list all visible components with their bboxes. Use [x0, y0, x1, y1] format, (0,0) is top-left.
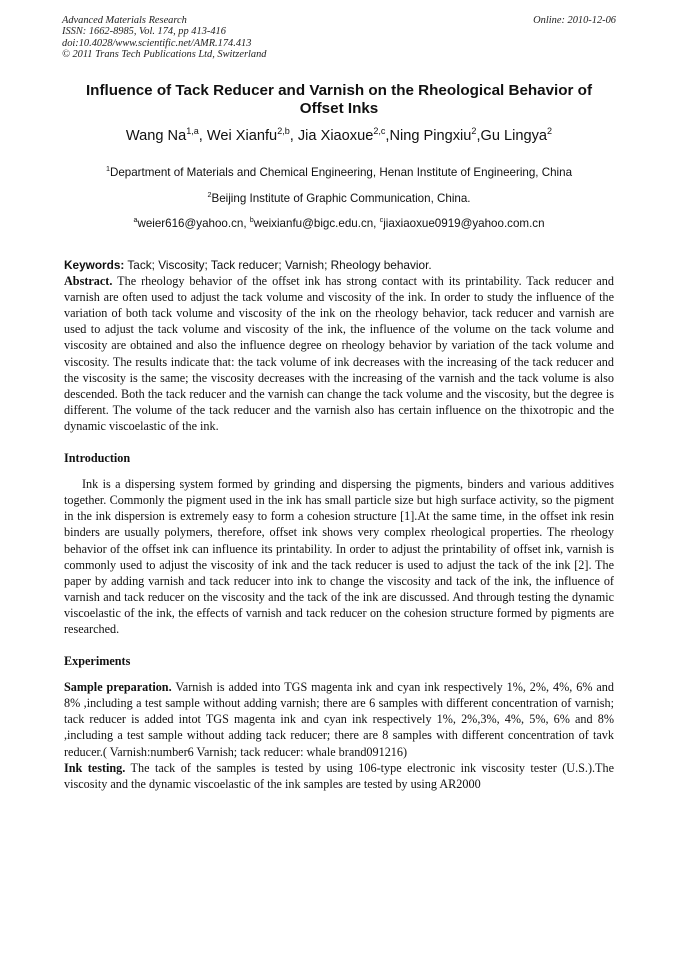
email-line: [62, 217, 616, 230]
abstract: [64, 273, 614, 434]
copyright-line: © 2011 Trans Tech Publications Ltd, Switzerland: [62, 49, 267, 61]
email-address: weier616@yahoo.cn,: [137, 217, 250, 230]
abstract-text: The rheology behavior of the offset ink has strong contact with its printability. Tack reducer and varnish are often used to adjust the tack volume and viscosity of the ink. In order to study the influence of the variation of both tack volume and viscosity of the ink on the rheology behavior, tack reducer and varnish are used to adjust the tack volume and viscosity of the ink, the influence of the volume on the tack volume and viscosity are obtained and also the influence degree on rheology behavior by variation of the tack volume and viscosity. The results indicate that: the tack volume of ink decreases with the increasing of the tack reducer and the viscosity is the same; the viscosity decreases with the increasing of the varnish and the tack volume is also descended. Both the tack reducer and the varnish can change the tack volume and the viscosity, but the degree is different. The volume of the tack reducer and the varnish also has certain influence on the thixotropic and the dynamic viscoelastic of the ink.: [64, 274, 614, 433]
author-name: ,Ning Pingxiu: [385, 128, 472, 144]
affiliation-sup: 2: [207, 190, 212, 200]
online-date: Online: 2010-12-06: [533, 15, 616, 26]
issn-line: ISSN: 1662-8985, Vol. 174, pp 413-416: [62, 26, 226, 38]
keywords-text: Tack; Viscosity; Tack reducer; Varnish; Rheology behavior.: [124, 258, 432, 272]
journal-header: [62, 15, 266, 61]
email-sup: c: [379, 215, 384, 225]
paper-title: Influence of Tack Reducer and Varnish on the Rheological Behavior of Offset Inks: [85, 82, 593, 117]
affiliation-sup: 1: [105, 164, 110, 174]
keywords-label: Keywords:: [64, 258, 125, 272]
affiliation-text: Beijing Institute of Graphic Communication, China.: [211, 192, 471, 205]
introduction-text: Ink is a dispersing system formed by grinding and dispersing the pigments, binders and various additives together. Commonly the pigment used in the ink has small particle size but high surface activity, so the pigment in the ink dispersion is extremely easy to form a cohesion structure [1].At the same time, in the offset ink resin binders are usually polymers, therefore, offset ink shows very complex rheological properties. The rheology behavior of the offset ink can influence its printability. In order to adjust the printability of offset ink, varnish is commonly used to adjust the viscosity of ink and the tack reducer is used to adjust the tack of the ink [2]. The paper by adding varnish and tack reducer into ink to change the viscosity and tack of the ink, the influence of varnish and tack reducer on the viscosity and the tack of the ink are discussed. And through testing the dynamic viscoelastic of the ink, the effects of varnish and tack reducer on the cohesion structure formed by pigments are researched.: [64, 477, 614, 636]
email-address: weixianfu@bigc.edu.cn,: [253, 217, 380, 230]
ink-testing: [64, 760, 614, 792]
doi-line: doi:10.4028/www.scientific.net/AMR.174.413: [62, 37, 252, 49]
author-sup: 2: [471, 126, 477, 137]
sample-preparation-label: Sample preparation.: [64, 680, 172, 695]
sample-preparation-text: Varnish is added into TGS magenta ink and cyan ink respectively 1%, 2%, 4%, 6% and 8% ,including a test sample without adding varnish; there are 6 samples with different concentration of varnish; tack reducer is added intot TGS magenta ink and cyan ink respectively 1%, 2%,3%, 4%, 5%, 6% and 8% ,including a test sample without adding tack reducer; there are 8 samples with different concentration of tavk reducer.( Varnish:number6 Varnish; tack reducer: whale brand091216): [64, 680, 614, 759]
author-name: , Wei Xianfu: [198, 128, 278, 144]
author-sup: 2,c: [373, 126, 386, 137]
paper-body: [64, 257, 614, 792]
experiments-heading: Experiments: [64, 654, 131, 669]
email-sup: a: [133, 215, 138, 225]
ink-testing-text: The tack of the samples is tested by using 106-type electronic ink viscosity tester (U.S.).The viscosity and the dynamic viscoelastic of the ink samples are tested by using AR2000: [64, 760, 615, 791]
author-name: , Jia Xiaoxue: [289, 128, 374, 144]
journal-name: Advanced Materials Research: [62, 15, 187, 26]
affiliation-2: [62, 192, 616, 205]
author-name: ,Gu Lingya: [476, 128, 548, 144]
introduction-heading: Introduction: [64, 451, 131, 466]
author-sup: 2: [547, 126, 553, 137]
sample-preparation: [64, 679, 614, 759]
author-sup: 1,a: [186, 126, 199, 137]
author-sup: 2,b: [277, 126, 290, 137]
affiliation-1: [62, 166, 616, 179]
author-name: Wang Na: [125, 128, 187, 144]
email-address: jiaxiaoxue0919@yahoo.com.cn: [383, 217, 545, 230]
keywords: [64, 257, 614, 273]
affiliation-text: Department of Materials and Chemical Engineering, Henan Institute of Engineering, China: [109, 166, 573, 179]
email-sup: b: [249, 215, 254, 225]
abstract-label: Abstract.: [64, 274, 113, 289]
ink-testing-label: Ink testing.: [64, 760, 126, 775]
author-list: [62, 128, 616, 144]
